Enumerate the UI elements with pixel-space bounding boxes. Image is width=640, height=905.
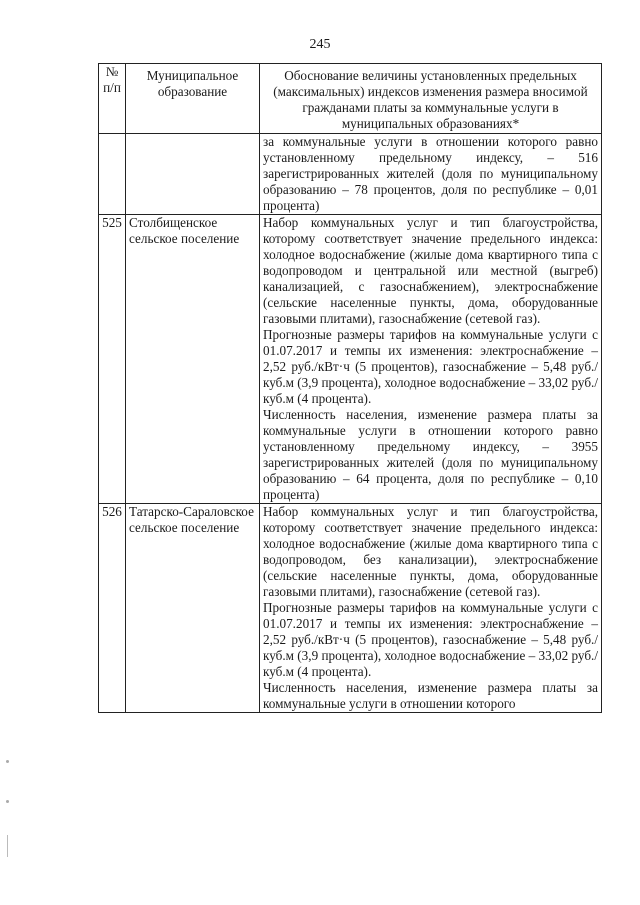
justification-paragraph: Набор коммунальных услуг и тип благоустройства, которому соответствует значение предельного индекса: холодное водоснабжение (жилые дома квартирного типа с водопроводом, без канализации), электроснабжение (сельские населенные пункты, дома, оборудованные газовыми плитами), газоснабжение (сетевой газ). bbox=[263, 504, 598, 599]
table-header-row bbox=[99, 64, 602, 134]
justification-paragraph: Набор коммунальных услуг и тип благоустройства, которому соответствует значение предельного индекса: холодное водоснабжение (жилые дома квартирного типа с водопроводом и центральной или местной (выгреб) канализацией, с газоснабжением), электроснабжение (сельские населенные пункты, дома, оборудованные газовыми плитами), газоснабжение (сетевой газ). bbox=[263, 215, 598, 326]
justification-paragraph: Прогнозные размеры тарифов на коммунальные услуги с 01.07.2017 и темпы их изменения: электроснабжение – 2,52 руб./кВт·ч (5 процентов), газоснабжение – 5,48 руб./куб.м (3,9 процента), холодное водоснабжение – 33,02 руб./куб.м (4 процента). bbox=[263, 327, 598, 406]
table-row bbox=[99, 504, 602, 713]
municipality-name: Столбищенское сельское поселение bbox=[126, 215, 260, 504]
scan-margin-mark bbox=[7, 835, 8, 857]
justification-paragraph: Численность населения, изменение размера платы за коммунальные услуги в отношении которого bbox=[263, 680, 598, 711]
table-row-continuation bbox=[99, 134, 602, 215]
header-municipality: Муниципальное образование bbox=[126, 64, 260, 134]
table-row bbox=[99, 215, 602, 504]
row-number: 526 bbox=[99, 504, 126, 713]
page-number: 245 bbox=[309, 37, 331, 52]
row-number: 525 bbox=[99, 215, 126, 504]
justification-paragraph: Численность населения, изменение размера платы за коммунальные услуги в отношении которого равно установленному предельному индексу, – 3955 зарегистрированных жителей (доля по муниципальному образованию – 64 процента, доля по республике – 0,10 процента) bbox=[263, 407, 598, 502]
scan-margin-mark bbox=[6, 800, 9, 803]
header-number: № п/п bbox=[99, 64, 126, 134]
scan-margin-mark bbox=[6, 760, 9, 763]
tariff-justification-table bbox=[98, 63, 602, 713]
municipality-name: Татарско-Сараловское сельское поселение bbox=[126, 504, 260, 713]
justification-paragraph: Прогнозные размеры тарифов на коммунальные услуги с 01.07.2017 и темпы их изменения: электроснабжение – 2,52 руб./кВт·ч (5 процентов), газоснабжение – 5,48 руб./куб.м (3,9 процента), холодное водоснабжение – 33,02 руб./куб.м (4 процента). bbox=[263, 600, 598, 679]
cell-municipality bbox=[126, 134, 260, 215]
cell-justification bbox=[260, 504, 602, 713]
cell-justification bbox=[260, 215, 602, 504]
header-justification: Обоснование величины установленных предельных (максимальных) индексов изменения размера вносимой гражданами платы за коммунальные услуги в муниципальных образованиях* bbox=[260, 64, 602, 134]
cell-justification bbox=[260, 134, 602, 215]
cell-number bbox=[99, 134, 126, 215]
justification-paragraph: за коммунальные услуги в отношении которого равно установленному предельному индексу, – 516 зарегистрированных жителей (доля по муниципальному образованию – 78 процентов, доля по республике – 0,01 процента) bbox=[263, 134, 598, 213]
